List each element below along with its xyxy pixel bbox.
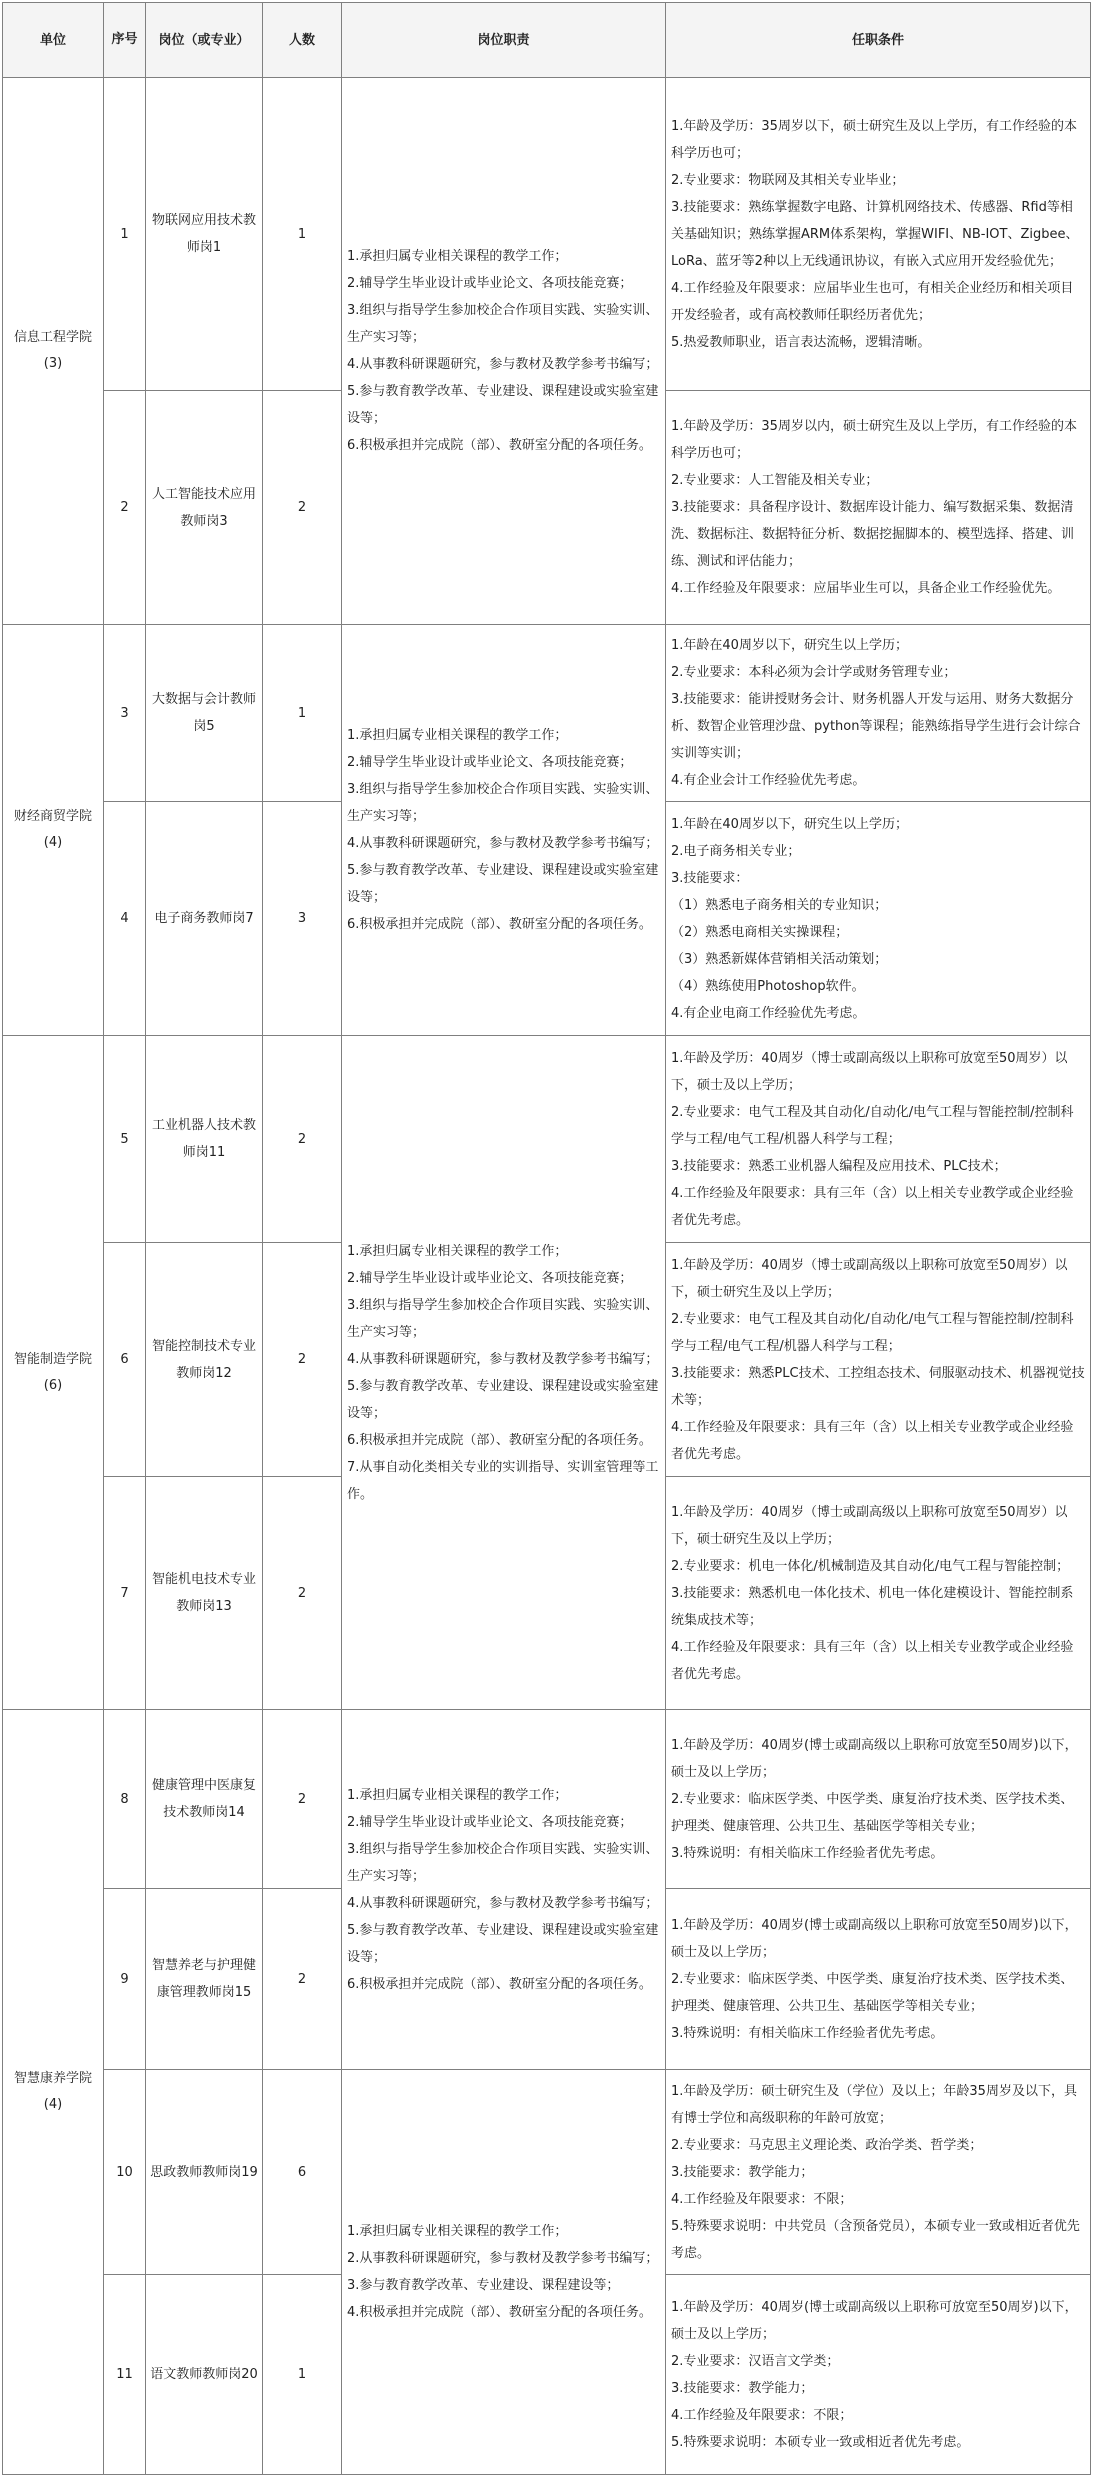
post-cell: 智慧养老与护理健 康管理教师岗15 [146, 1889, 263, 2070]
unit-cell [3, 625, 104, 1036]
post-cell: 物联网应用技术教 师岗1 [146, 78, 263, 391]
unit-name: 财经商贸学院 [13, 809, 92, 824]
post-cell: 大数据与会计教师 岗5 [146, 625, 263, 802]
unit-cell [3, 78, 104, 625]
seq-cell: 2 [104, 391, 146, 625]
count-cell: 1 [263, 78, 342, 391]
requirement-cell: 1.年龄及学历：40周岁(博士或副高级以上职称可放宽至50周岁)以下，硕士及以上学历； 2.专业要求：临床医学类、中医学类、康复治疗技术类、医学技术类、护理类、健康管理、公共卫生、基础医学等相关专业； 3.特殊说明：有相关临床工作经验者优先考虑。 [666, 1889, 1091, 2070]
recruitment-table [2, 2, 1091, 2475]
table-row [3, 625, 1091, 802]
requirement-cell: 1.年龄及学历：40周岁（博士或副高级以上职称可放宽至50周岁）以下，硕士研究生及以上学历； 2.专业要求：电气工程及其自动化/自动化/电气工程与智能控制/控制科学与工程/电气工程/机器人科学与工程； 3.技能要求：熟悉PLC技术、工控组态技术、伺服驱动技术、机器视觉技术等； 4.工作经验及年限要求：具有三年（含）以上相关专业教学或企业经验者优先考虑。 [666, 1243, 1091, 1477]
requirement-cell: 1.年龄及学历：40周岁(博士或副高级以上职称可放宽至50周岁)以下，硕士及以上学历； 2.专业要求：临床医学类、中医学类、康复治疗技术类、医学技术类、护理类、健康管理、公共卫生、基础医学等相关专业； 3.特殊说明：有相关临床工作经验者优先考虑。 [666, 1710, 1091, 1889]
header-duty: 岗位职责 [342, 3, 666, 78]
unit-cell [3, 1710, 104, 2475]
seq-cell: 1 [104, 78, 146, 391]
table-row [3, 78, 1091, 391]
count-cell: 2 [263, 1710, 342, 1889]
count-cell: 6 [263, 2070, 342, 2275]
unit-count: (3) [43, 356, 63, 371]
post-cell: 工业机器人技术教 师岗11 [146, 1036, 263, 1243]
unit-count: (4) [43, 2097, 63, 2112]
count-cell: 2 [263, 1036, 342, 1243]
requirement-cell: 1.年龄在40周岁以下，研究生以上学历； 2.专业要求：本科必须为会计学或财务管理专业； 3.技能要求：能讲授财务会计、财务机器人开发与运用、财务大数据分析、数智企业管理沙盘、python等课程；能熟练指导学生进行会计综合实训等实训； 4.有企业会计工作经验优先考虑。 [666, 625, 1091, 802]
requirement-cell: 1.年龄及学历：40周岁(博士或副高级以上职称可放宽至50周岁)以下，硕士及以上学历； 2.专业要求：汉语言文学类； 3.技能要求：教学能力； 4.工作经验及年限要求：不限； 5.特殊要求说明：本硕专业一致或相近者优先考虑。 [666, 2275, 1091, 2475]
seq-cell: 5 [104, 1036, 146, 1243]
post-cell: 电子商务教师岗7 [146, 802, 263, 1036]
requirement-cell: 1.年龄及学历：硕士研究生及（学位）及以上；年龄35周岁及以下，具有博士学位和高级职称的年龄可放宽； 2.专业要求：马克思主义理论类、政治学类、哲学类； 3.技能要求：教学能力； 4.工作经验及年限要求：不限； 5.特殊要求说明：中共党员（含预备党员），本硕专业一致或相近者优先考虑。 [666, 2070, 1091, 2275]
header-seq: 序号 [104, 3, 146, 78]
header-unit: 单位 [3, 3, 104, 78]
count-cell: 3 [263, 802, 342, 1036]
count-cell: 1 [263, 2275, 342, 2475]
post-cell: 智能控制技术专业 教师岗12 [146, 1243, 263, 1477]
seq-cell: 9 [104, 1889, 146, 2070]
table-row [3, 2070, 1091, 2275]
unit-count: (4) [43, 835, 63, 850]
duty-cell: 1.承担归属专业相关课程的教学工作； 2.辅导学生毕业设计或毕业论文、各项技能竞赛； 3.组织与指导学生参加校企合作项目实践、实验实训、生产实习等； 4.从事教科研课题研究，参与教材及教学参考书编写； 5.参与教育教学改革、专业建设、课程建设或实验室建设等； 6.积极承担并完成院（部）、教研室分配的各项任务。 [342, 1710, 666, 2070]
post-cell: 思政教师教师岗19 [146, 2070, 263, 2275]
header-requirement: 任职条件 [666, 3, 1091, 78]
seq-cell: 10 [104, 2070, 146, 2275]
requirement-cell: 1.年龄及学历：35周岁以内，硕士研究生及以上学历，有工作经验的本科学历也可； 2.专业要求：人工智能及相关专业； 3.技能要求：具备程序设计、数据库设计能力、编写数据采集、数据清洗、数据标注、数据特征分析、数据挖掘脚本的、模型选择、搭建、训练、测试和评估能力； 4.工作经验及年限要求：应届毕业生可以，具备企业工作经验优先。 [666, 391, 1091, 625]
count-cell: 2 [263, 1477, 342, 1710]
post-cell: 健康管理中医康复 技术教师岗14 [146, 1710, 263, 1889]
post-cell: 语文教师教师岗20 [146, 2275, 263, 2475]
requirement-cell: 1.年龄及学历：35周岁以下，硕士研究生及以上学历，有工作经验的本科学历也可； 2.专业要求：物联网及其相关专业毕业； 3.技能要求：熟练掌握数字电路、计算机网络技术、传感器、Rfid等相关基础知识；熟练掌握ARM体系架构，掌握WIFI、NB-IOT、Zigbee、LoRa、蓝牙等2种以上无线通讯协议，有嵌入式应用开发经验优先； 4.工作经验及年限要求：应届毕业生也可，有相关企业经历和相关项目开发经验者，或有高校教师任职经历者优先； 5.热爱教师职业，语言表达流畅，逻辑清晰。 [666, 78, 1091, 391]
requirement-cell: 1.年龄及学历：40周岁（博士或副高级以上职称可放宽至50周岁）以下，硕士研究生及以上学历； 2.专业要求：机电一体化/机械制造及其自动化/电气工程与智能控制； 3.技能要求：熟悉机电一体化技术、机电一体化建模设计、智能控制系统集成技术等； 4.工作经验及年限要求：具有三年（含）以上相关专业教学或企业经验者优先考虑。 [666, 1477, 1091, 1710]
post-cell: 智能机电技术专业 教师岗13 [146, 1477, 263, 1710]
seq-cell: 8 [104, 1710, 146, 1889]
count-cell: 2 [263, 1889, 342, 2070]
duty-cell: 1.承担归属专业相关课程的教学工作； 2.辅导学生毕业设计或毕业论文、各项技能竞赛； 3.组织与指导学生参加校企合作项目实践、实验实训、生产实习等； 4.从事教科研课题研究，参与教材及教学参考书编写； 5.参与教育教学改革、专业建设、课程建设或实验室建设等； 6.积极承担并完成院（部）、教研室分配的各项任务。 [342, 625, 666, 1036]
duty-cell: 1.承担归属专业相关课程的教学工作； 2.辅导学生毕业设计或毕业论文、各项技能竞赛； 3.组织与指导学生参加校企合作项目实践、实验实训、生产实习等； 4.从事教科研课题研究，参与教材及教学参考书编写； 5.参与教育教学改革、专业建设、课程建设或实验室建设等； 6.积极承担并完成院（部）、教研室分配的各项任务。 [342, 78, 666, 625]
post-cell: 人工智能技术应用 教师岗3 [146, 391, 263, 625]
requirement-cell: 1.年龄及学历：40周岁（博士或副高级以上职称可放宽至50周岁）以下，硕士及以上学历； 2.专业要求：电气工程及其自动化/自动化/电气工程与智能控制/控制科学与工程/电气工程/机器人科学与工程； 3.技能要求：熟悉工业机器人编程及应用技术、PLC技术； 4.工作经验及年限要求：具有三年（含）以上相关专业教学或企业经验者优先考虑。 [666, 1036, 1091, 1243]
table-row [3, 1036, 1091, 1243]
count-cell: 2 [263, 1243, 342, 1477]
header-post: 岗位（或专业） [146, 3, 263, 78]
unit-name: 智能制造学院 [13, 1351, 92, 1367]
header-row [3, 3, 1091, 78]
seq-cell: 7 [104, 1477, 146, 1710]
count-cell: 1 [263, 625, 342, 802]
count-cell: 2 [263, 391, 342, 625]
unit-cell [3, 1036, 104, 1710]
unit-name: 信息工程学院 [13, 330, 92, 345]
requirement-cell: 1.年龄在40周岁以下，研究生以上学历； 2.电子商务相关专业； 3.技能要求： （1）熟悉电子商务相关的专业知识； （2）熟悉电商相关实操课程； （3）熟悉新媒体营销相关活动策划； （4）熟练使用Photoshop软件。 4.有企业电商工作经验优先考虑。 [666, 802, 1091, 1036]
seq-cell: 4 [104, 802, 146, 1036]
duty-cell: 1.承担归属专业相关课程的教学工作； 2.从事教科研课题研究，参与教材及教学参考书编写； 3.参与教育教学改革、专业建设、课程建设等； 4.积极承担并完成院（部）、教研室分配的各项任务。 [342, 2070, 666, 2475]
header-count: 人数 [263, 3, 342, 78]
seq-cell: 6 [104, 1243, 146, 1477]
unit-count: (6) [43, 1377, 63, 1393]
seq-cell: 3 [104, 625, 146, 802]
duty-cell: 1.承担归属专业相关课程的教学工作； 2.辅导学生毕业设计或毕业论文、各项技能竞赛； 3.组织与指导学生参加校企合作项目实践、实验实训、生产实习等； 4.从事教科研课题研究，参与教材及教学参考书编写； 5.参与教育教学改革、专业建设、课程建设或实验室建设等； 6.积极承担并完成院（部）、教研室分配的各项任务。 7.从事自动化类相关专业的实训指导、实训室管理等工作。 [342, 1036, 666, 1710]
seq-cell: 11 [104, 2275, 146, 2475]
unit-name: 智慧康养学院 [13, 2071, 92, 2086]
table-row [3, 1710, 1091, 1889]
